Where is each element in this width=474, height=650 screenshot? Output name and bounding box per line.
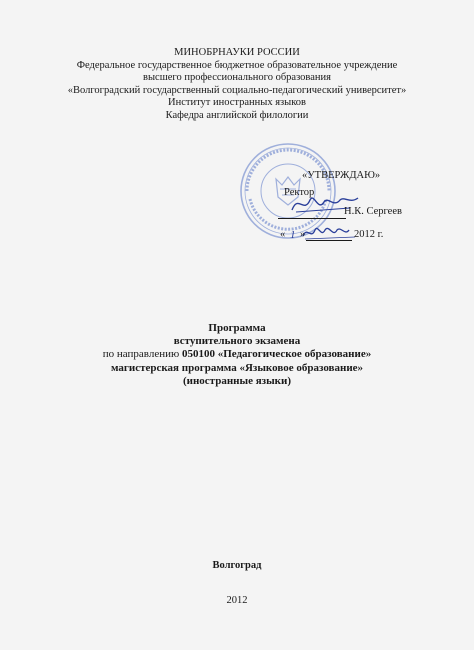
institute-name: Институт иностранных языков (168, 97, 306, 109)
date-open-quote: « (280, 229, 286, 240)
document-year: 2012 (226, 595, 248, 606)
date-day: 1 (290, 229, 296, 241)
ministry-name: МИНОБРНАУКИ РОССИИ (174, 47, 300, 58)
document-header (0, 47, 474, 123)
date-year: 2012 г. (354, 229, 384, 240)
university-name: «Волгоградский государственный социально-педагогический университет» (67, 84, 407, 96)
signature-line (278, 218, 346, 219)
direction-name: 050100 «Педагогическое образование» (181, 348, 372, 361)
approval-heading: «УТВЕРЖДАЮ» (302, 170, 381, 181)
department-name: Кафедра английской филологии (165, 109, 309, 121)
institution-line-1: Федеральное государственное бюджетное образовательное учреждение (76, 59, 398, 71)
date-month-line (306, 240, 352, 241)
direction-line (0, 348, 474, 361)
masters-program: магистерская программа «Языковое образование» (110, 361, 364, 374)
date-close-quote: » (300, 229, 306, 240)
program-subtitle: (иностранные языки) (182, 374, 292, 387)
rector-position: Ректор (284, 187, 315, 198)
program-title-block (0, 322, 474, 388)
direction-prefix: по направлению (102, 348, 182, 361)
exam-type: вступительного экзамена (173, 335, 301, 348)
city-name: Волгоград (212, 560, 262, 571)
rector-name: Н.К. Сергеев (344, 206, 402, 217)
program-title: Программа (208, 322, 266, 334)
institution-line-2: высшего профессионального образования (143, 72, 331, 84)
